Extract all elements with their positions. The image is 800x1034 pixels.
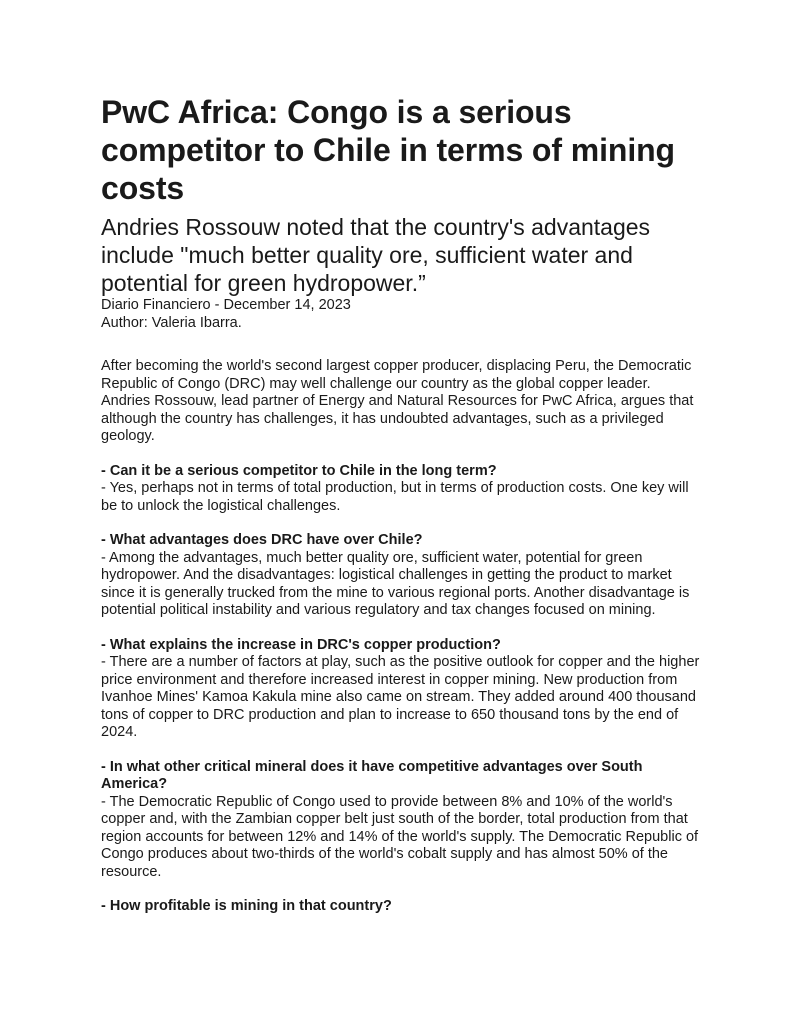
author-line: Author: Valeria Ibarra. [101, 314, 242, 331]
source-line: Diario Financiero - December 14, 2023 [101, 297, 351, 313]
answer: - The Democratic Republic of Congo used to provide between 8% and 10% of the world's copper and, with the Zambian copper belt just south of the border, total production from that region accounts for between 12% and 14% of the world's supply. The Democratic Republic of Congo produces about two-thirds of the world's cobalt supply and has almost 50% of the resource. [101, 793, 699, 880]
question: - In what other critical mineral does it have competitive advantages over South America? [101, 758, 643, 792]
intro-paragraph: After becoming the world's second largest copper producer, displacing Peru, the Democratic Republic of Congo (DRC) may well challenge our country as the global copper leader. Andries Rossouw, lead partner of Energy and Natural Resources for PwC Africa, argues that although the country has challenges, it has undoubted advantages, such as a privileged geology. [101, 358, 694, 444]
qa-block [101, 759, 701, 882]
answer: - Among the advantages, much better quality ore, sufficient water, potential for green hydropower. And the disadvantages: logistical challenges in getting the product to market since it is generally trucked from the mine to various regional ports. Another disadvantage is potential political instability and various regulatory and tax changes focused on mining. [101, 549, 690, 618]
qa-block [101, 463, 701, 516]
question: - How profitable is mining in that country? [101, 898, 392, 914]
question: - Can it be a serious competitor to Chile in the long term? [101, 462, 497, 479]
article-title: PwC Africa: Congo is a serious competitor to Chile in terms of mining costs [101, 94, 675, 206]
article [101, 93, 701, 916]
qa-block [101, 532, 701, 620]
question: - What explains the increase in DRC's copper production? [101, 636, 501, 653]
answer: - There are a number of factors at play, such as the positive outlook for copper and the higher price environment and therefore increased interest in copper mining. New production from Ivanhoe Mines' Kamoa Kakula mine also came on stream. They added around 400 thousand tons of copper to DRC production and plan to increase to 650 thousand tons by the end of 2024. [101, 654, 700, 740]
qa-block [101, 637, 701, 742]
answer: - Yes, perhaps not in terms of total production, but in terms of production costs. One key will be to unlock the logistical challenges. [101, 480, 689, 514]
question: - What advantages does DRC have over Chile? [101, 532, 423, 548]
article-subtitle: Andries Rossouw noted that the country's advantages include "much better quality ore, sufficient water and potential for green hydropower.” [101, 214, 651, 296]
qa-block [101, 898, 701, 916]
